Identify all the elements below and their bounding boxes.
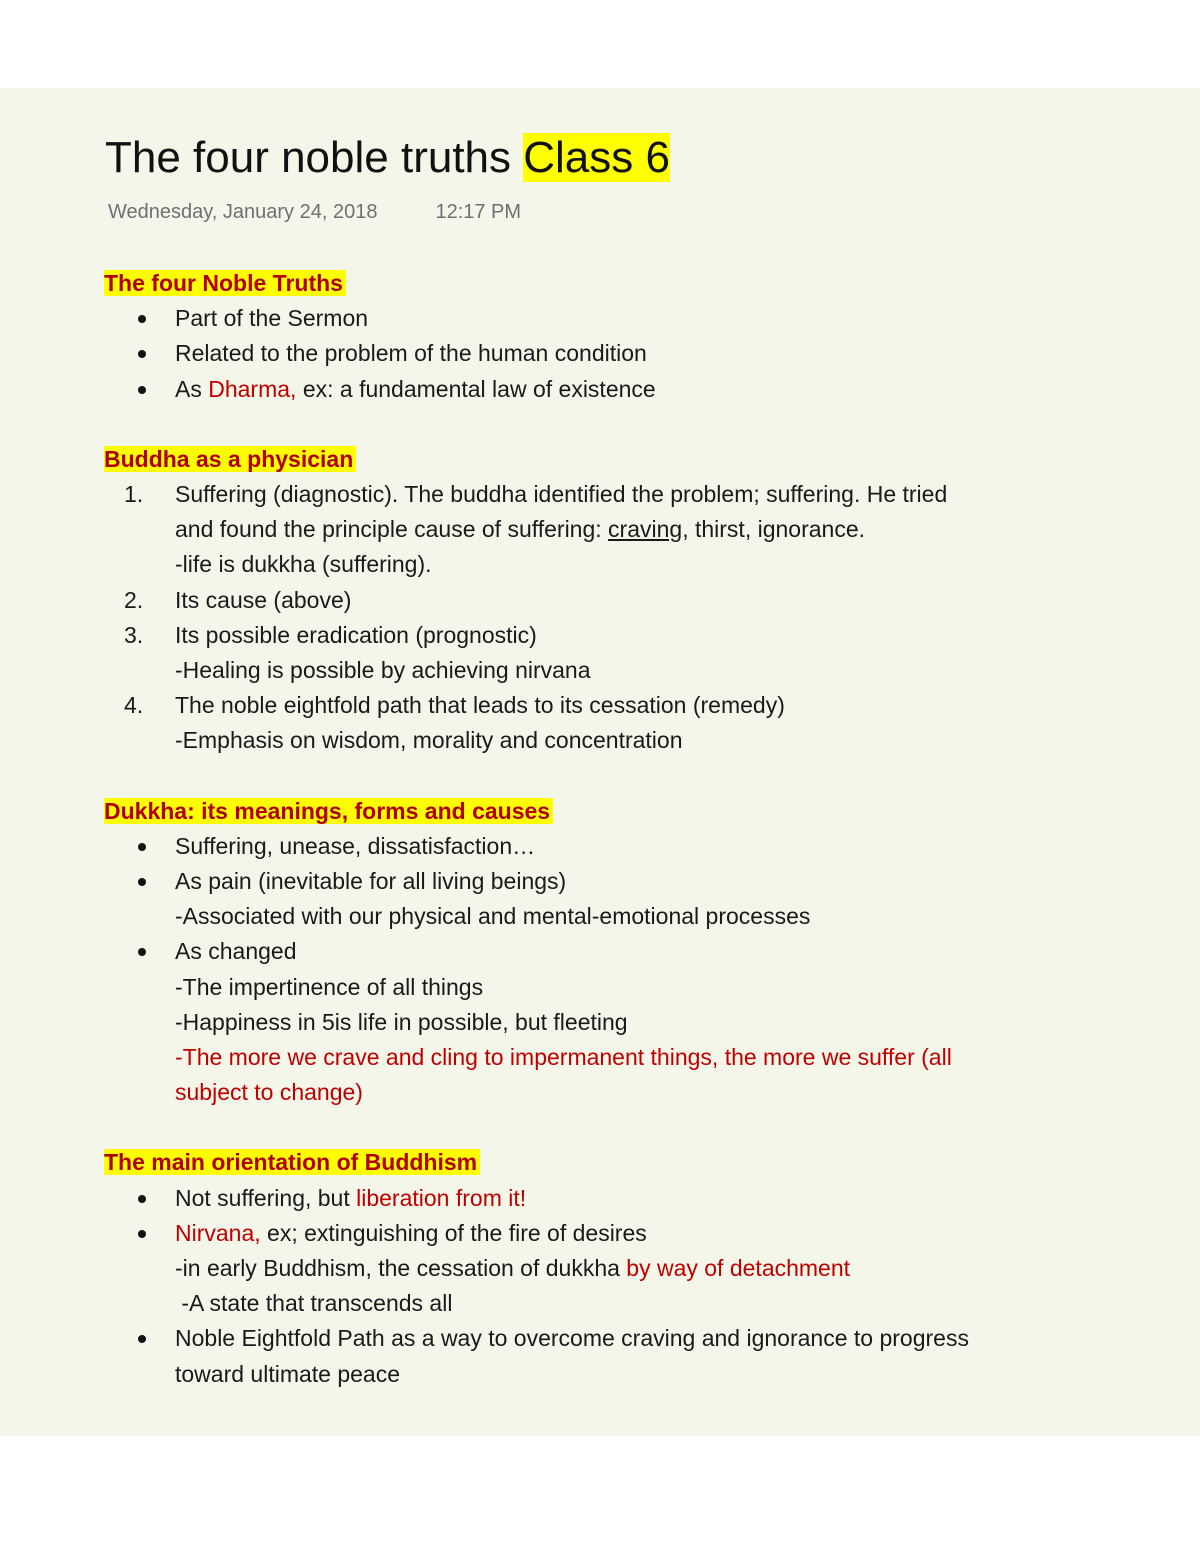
highlighted-term: Nirvana,: [175, 1219, 261, 1246]
list-item: 4. The noble eightfold path that leads to its cessation (remedy) -Emphasis on wisdom, morality and concentration: [104, 688, 1104, 758]
title-highlight: Class 6: [523, 133, 670, 182]
note-date: Wednesday, January 24, 2018: [108, 201, 378, 223]
note-page: [0, 88, 1200, 1436]
section-heading: The four Noble Truths: [104, 266, 1104, 301]
title-text: The four noble truths: [105, 133, 512, 182]
list-item: 1. Suffering (diagnostic). The buddha identified the problem; suffering. He tried and found the principle cause of suffering: craving, thirst, ignorance. -life is dukkha (suffering).: [104, 477, 1104, 583]
list-number: 3.: [124, 621, 144, 648]
list-item: 2. Its cause (above): [104, 583, 1104, 618]
section-four-noble-truths: [104, 266, 1104, 407]
emphasis-note: subject to change): [175, 1079, 363, 1106]
underlined-term: craving: [608, 516, 683, 543]
list-item: Part of the Sermon: [175, 305, 369, 332]
list-item: As changed -The impertinence of all things -Happiness in 5is life in possible, but fleeting -The more we crave and cling to impermanent things, the more we suffer (all subject to change): [104, 934, 1104, 1110]
list-item: 3. Its possible eradication (prognostic) -Healing is possible by achieving nirvana: [104, 618, 1104, 688]
section-buddha-physician: [104, 442, 1104, 759]
emphasis-note: -The more we crave and cling to impermanent things, the more we suffer (all: [175, 1044, 952, 1071]
list-number: 2.: [124, 586, 144, 613]
section-heading: The main orientation of Buddhism: [104, 1145, 1104, 1180]
highlighted-term: by way of detachment: [626, 1255, 851, 1282]
bullet-list: [104, 829, 1104, 1111]
highlighted-term: liberation from it!: [356, 1184, 527, 1211]
section-dukkha: [104, 794, 1104, 1111]
list-item: Related to the problem of the human condition: [175, 340, 647, 367]
list-number: 4.: [124, 692, 144, 719]
list-item: Noble Eightfold Path as a way to overcome craving and ignorance to progress toward ultimate peace: [175, 1325, 969, 1387]
section-heading: Buddha as a physician: [104, 442, 1104, 477]
note-body: [104, 266, 1104, 1392]
section-heading: Dukkha: its meanings, forms and causes: [104, 794, 1104, 829]
page-title: [105, 130, 670, 186]
list-item: As pain (inevitable for all living beings) -Associated with our physical and mental-emotional processes: [175, 868, 811, 930]
bullet-list: [104, 301, 1104, 407]
list-item: Not suffering, but liberation from it!: [175, 1184, 527, 1211]
numbered-list: [104, 477, 1104, 759]
list-item: Suffering, unease, dissatisfaction…: [175, 832, 536, 859]
note-timestamp: [108, 201, 521, 224]
section-main-orientation: [104, 1145, 1104, 1391]
bullet-list: [104, 1181, 1104, 1392]
highlighted-term: Dharma,: [208, 375, 297, 402]
list-item: As Dharma, ex: a fundamental law of existence: [175, 375, 656, 402]
list-item: Nirvana, ex; extinguishing of the fire of desires -in early Buddhism, the cessation of dukkha by way of detachment -A state that transcends all: [175, 1219, 851, 1317]
list-number: 1.: [124, 481, 144, 508]
note-time: 12:17 PM: [435, 201, 522, 223]
